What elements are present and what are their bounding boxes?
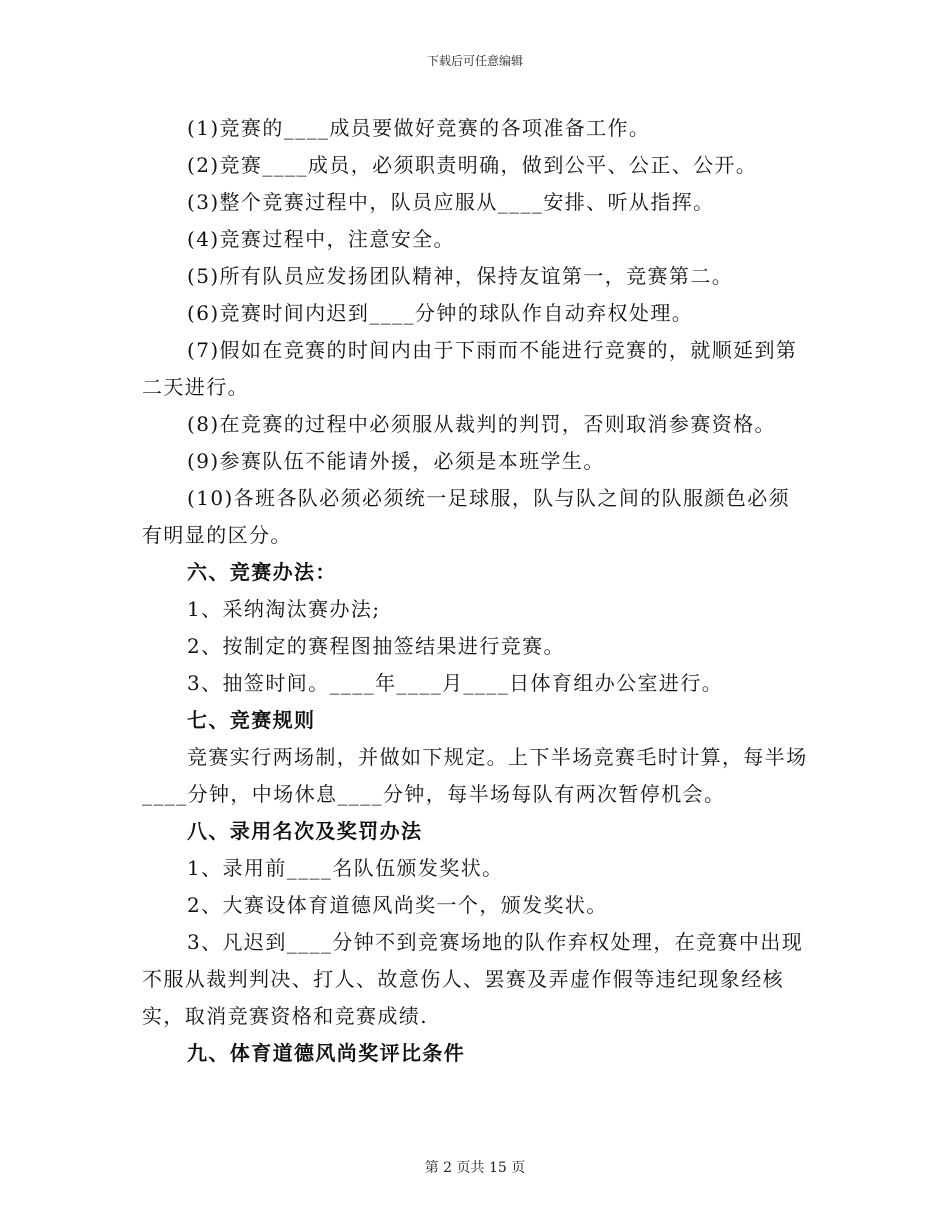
section-heading-7: 七、竞赛规则 xyxy=(187,708,316,732)
award-item-3: 3、凡迟到____分钟不到竞赛场地的队作弃权处理，在竞赛中出现不服从裁判判决、打人、故意伤人、罢赛及弄虚作假等违纪现象经核实，取消竞赛资格和竞赛成绩. xyxy=(142,930,804,1028)
award-item-1: 1、录用前____名队伍颁发奖状。 xyxy=(187,856,504,880)
rule-item-2: (2)竞赛____成员，必须职责明确，做到公平、公正、公开。 xyxy=(187,153,758,177)
section-heading-8: 八、录用名次及奖罚办法 xyxy=(187,819,423,843)
section-heading-6: 六、竞赛办法： xyxy=(187,560,337,584)
rule-item-4: (4)竞赛过程中，注意安全。 xyxy=(187,227,455,251)
rule-item-10: (10)各班各队必须必须统一足球服，队与队之间的队服颜色必须有明显的区分。 xyxy=(142,486,791,547)
section-heading-9: 九、体育道德风尚奖评比条件 xyxy=(187,1041,466,1065)
rule-item-1: (1)竞赛的____成员要做好竞赛的各项准备工作。 xyxy=(187,116,651,140)
page-footer: 第 2 页共 15 页 xyxy=(424,1160,526,1176)
page-header: 下载后可任意编辑 xyxy=(426,54,523,68)
document-body xyxy=(142,110,810,1072)
rule-item-5: (5)所有队员应发扬团队精神，保持友谊第一，竞赛第二。 xyxy=(187,264,734,288)
rule-item-7: (7)假如在竞赛的时间内由于下雨而不能进行竞赛的，就顺延到第二天进行。 xyxy=(142,338,798,399)
method-item-2: 2、按制定的赛程图抽签结果进行竞赛。 xyxy=(187,634,565,658)
rule-item-8: (8)在竞赛的过程中必须服从裁判的判罚，否则取消参赛资格。 xyxy=(187,412,776,436)
method-item-3: 3、抽签时间。____年____月____日体育组办公室进行。 xyxy=(187,671,724,695)
award-item-2: 2、大赛设体育道德风尚奖一个，颁发奖状。 xyxy=(187,893,608,917)
rule-item-3: (3)整个竞赛过程中，队员应服从____安排、听从指挥。 xyxy=(187,190,715,214)
rule-item-9: (9)参赛队伍不能请外援，必须是本班学生。 xyxy=(187,449,605,473)
rules-paragraph: 竞赛实行两场制，并做如下规定。上下半场竞赛毛时计算，每半场____分钟，中场休息____分钟，每半场每队有两次暂停机会。 xyxy=(142,745,808,806)
method-item-1: 1、采纳淘汰赛办法; xyxy=(187,597,381,621)
rule-item-6: (6)竞赛时间内迟到____分钟的球队作自动弃权处理。 xyxy=(187,301,694,325)
